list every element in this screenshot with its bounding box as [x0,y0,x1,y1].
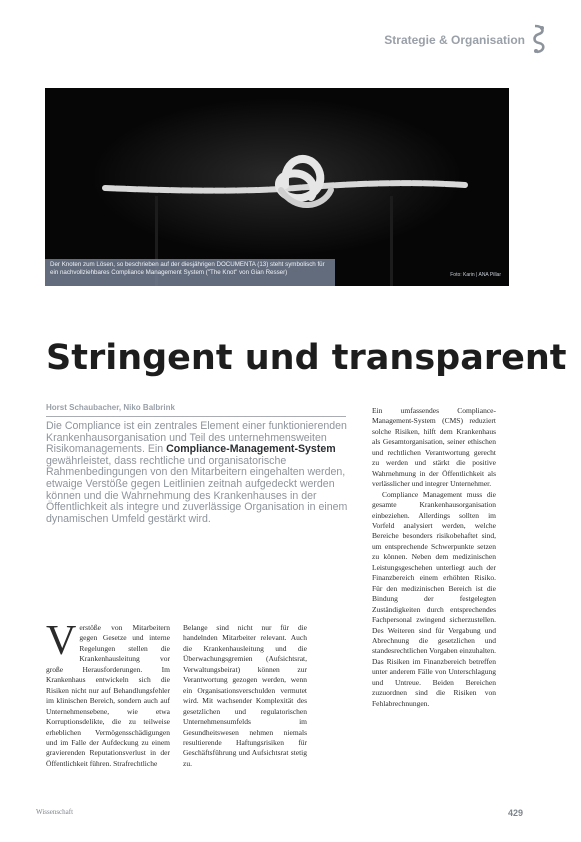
page-number: 429 [507,808,523,818]
lead-text-2: gewährleistet, dass rechtliche und organisatorische Rahmenbedingungen von den Mitarbeitern eingehalten werden, etwaige Verstöße gegen Leitlinien zeitnah aufgedeckt werden können und die Wahrnehmung des Krankenhauses in der Öffentlichkeit als integre und zuverlässige Organisation in einem dynamischen Umfeld gestärkt wird. [46,454,348,525]
section-header: Strategie & Organisation [384,33,525,47]
photo-credit: Foto: Karin | ANA Pillar [450,272,501,278]
footer-label: Wissenschaft [36,808,74,816]
lead-highlight: Compliance-Management-System [166,443,336,456]
photo-caption: Der Knoten zum Lösen, so beschrieben auf der diesjährigen DOCUMENTA (13) steht symbolisch für ein nachvollziehbares Compliance Management System ("The Knot" von Gian Resser) [45,259,335,286]
column-right-paragraph-1: Ein umfassendes Compliance-Management-System (CMS) reduziert solche Risiken, hilft dem Krankenhaus als Gesamtorganisation, seiner ethischen und rechtlichen Verantwortung gerecht zu werden und stärkt die positive Wahrnehmung in der Öffentlichkeit als verlässlicher und integrer Unternehmer. [372,406,496,489]
column-right-paragraph-2: Compliance Management muss die gesamte Krankenhausorganisation einbeziehen. Allerdings sollten im Vorfeld analysiert werden, welche Bereiche besonders risikobehaftet sind, um entsprechende Schwerpunkte setzen zu können. Neben dem medizinischen Leistungsgeschehen unterliegt auch der Finanzbereich einem erhöhten Risiko. Für den medizinischen Bereich ist die Bindung der festgelegten Zuständigkeiten durch entsprechendes Fachpersonal zwingend sicherzustellen. Des Weiteren sind für Vergabung und Abrechnung die gesetzlichen und standesrechtlichen Vorgaben einzuhalten. Das Risiken im Finanzbereich betreffen unter anderem Fälle von Unterschlagung und Untreue. Beiden Bereichen zuzuordnen sind die Risiken von Fehlabrechnungen. [372,489,496,708]
lead-text-1: Die Compliance ist ein zentrales Element einer funktionierenden Krankenhausorganisation und Teil des unternehmensweiten Risikomanagements. Ein [46,420,347,456]
column-left-text: erstöße von Mitarbeitern gegen Gesetze und interne Regelungen stellen die Krankenhausleitung vor große Herausforderungen. Im Krankenhaus entwickeln sich die Risiken nicht nur auf Behandlungsfehler im klinischen Bereich, sondern auch auf Unternehmensebene, wie etwa Korruptionsdelikte, die zu teilweise erheblichen Vermögensschädigungen und im Falle der Aufdeckung zu einem gravierenden Reputationsverlust in der Öffentlichkeit führen. Strafrechtliche [46,623,170,768]
column-middle-text: Belange sind nicht nur für die handelnden Mitarbeiter relevant. Auch die Krankenhausleitung und die Überwachungsgremien (Aufsichtsrat, Verwaltungsbeirat) können zur Verantwortung gezogen werden, wenn ein Organisationsverschulden vermutet wird. Mit wachsender Komplexität des gesetzlichen und regulatorischen Unternehmensumfelds im Gesundheitswesen nehmen niemals resultierende Haftungsrisiken für Geschäftsführung und Aufsichtsrat stetig zu. [183,623,307,768]
article-title: Stringent und transparent [46,338,567,378]
column-middle [183,623,307,769]
article-lead [46,421,351,525]
column-left [46,618,170,769]
section-logo-icon [531,24,547,56]
divider [46,416,346,417]
article-authors: Horst Schaubacher, Niko Balbrink [46,403,175,412]
drop-cap: V [46,618,77,664]
hero-photo [45,88,509,286]
column-right [372,406,496,709]
rope-knot-image [45,88,509,286]
